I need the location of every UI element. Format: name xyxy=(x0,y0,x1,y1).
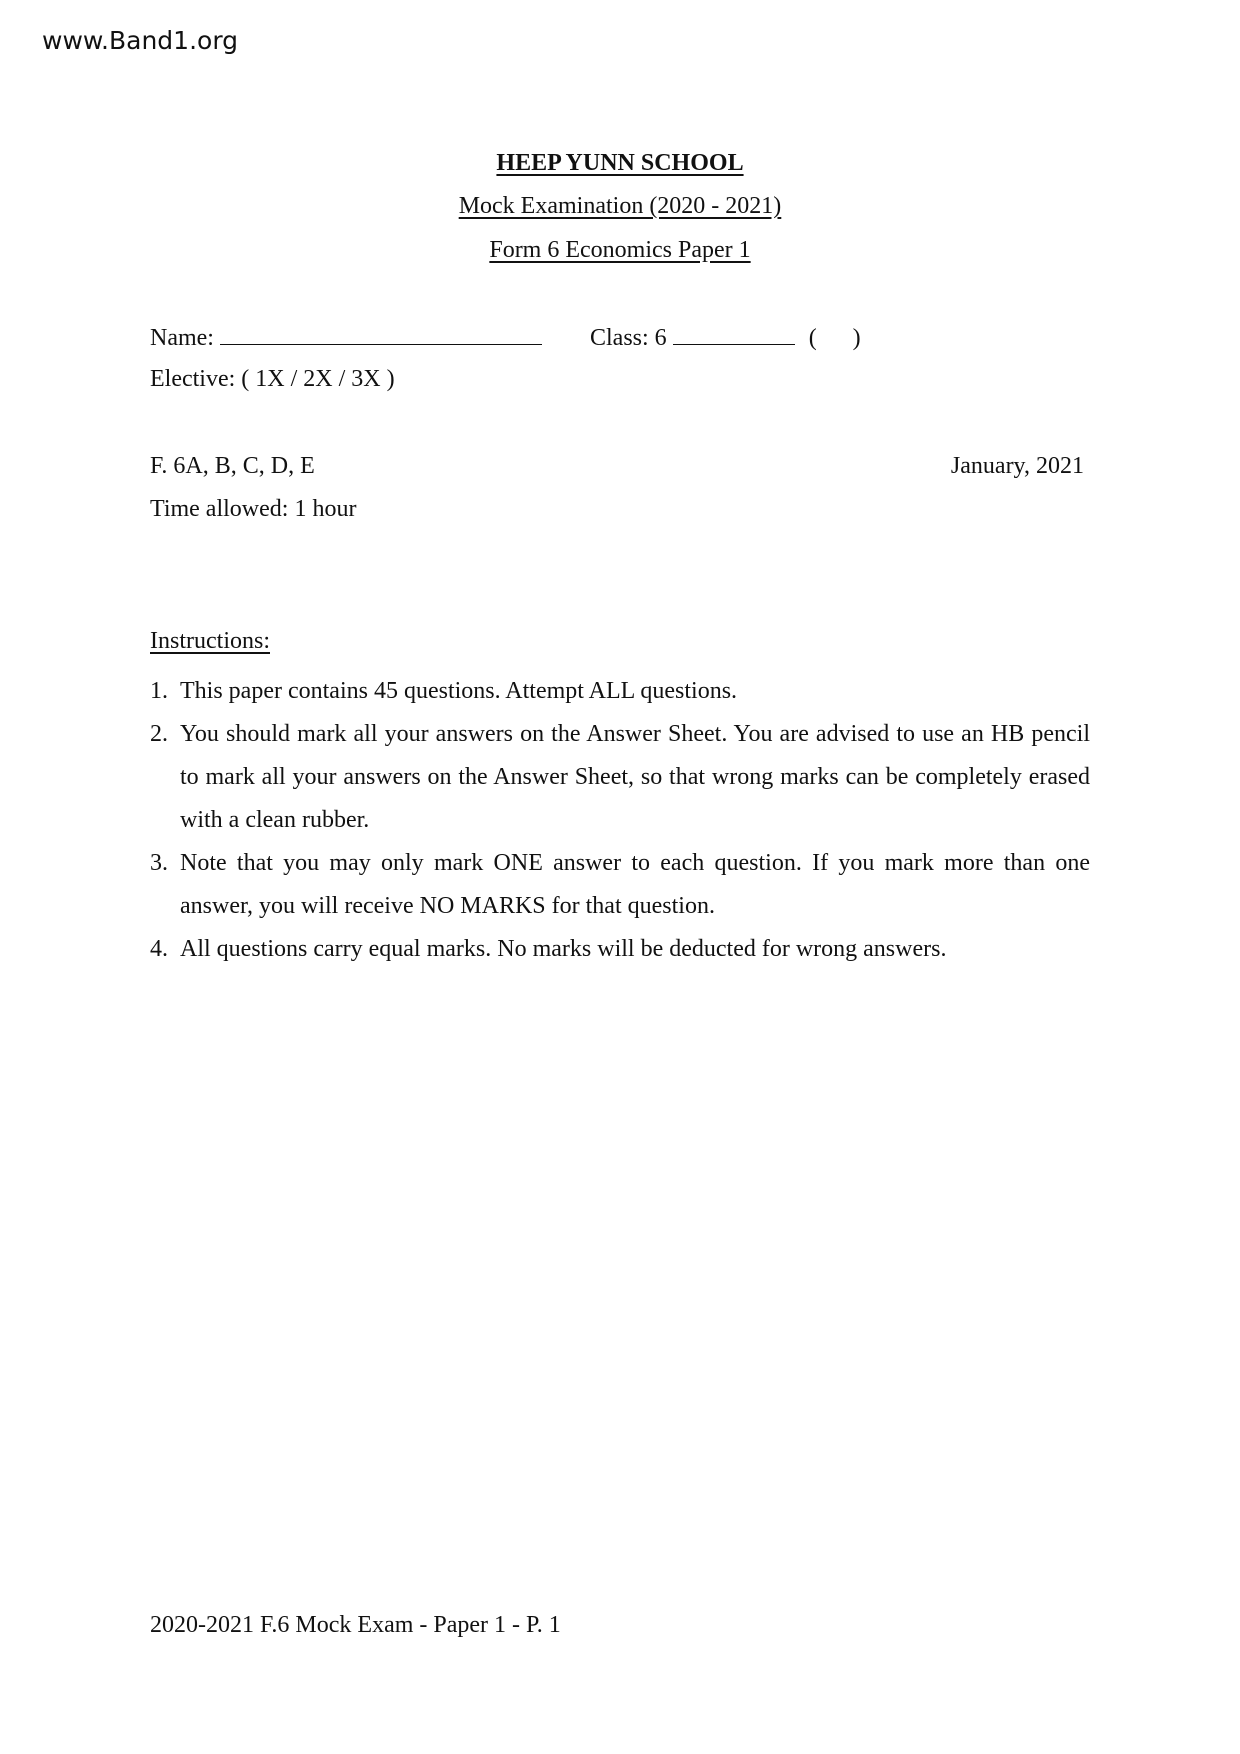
instructions-list xyxy=(150,670,1090,971)
instruction-item xyxy=(150,670,1090,713)
elective-line: Elective: ( 1X / 2X / 3X ) xyxy=(150,366,395,392)
exam-title: Mock Examination (2020 - 2021) xyxy=(458,193,782,219)
class-number-paren: ( ) xyxy=(808,325,861,351)
class-label: Class: 6 xyxy=(590,325,667,351)
watermark-url: www.Band1.org xyxy=(42,26,239,55)
instruction-number: 3. xyxy=(150,850,168,876)
date-line: January, 2021 xyxy=(950,453,1084,479)
name-row xyxy=(150,322,542,352)
time-allowed-line: Time allowed: 1 hour xyxy=(150,496,357,522)
instruction-text: You should mark all your answers on the Answer Sheet. You are advised to use an HB pencil to mark all your answers on the Answer Sheet, so that wrong marks can be completely erased with a clean rubber. xyxy=(180,721,1090,833)
instruction-number: 4. xyxy=(150,936,168,962)
instruction-text: Note that you may only mark ONE answer to each question. If you mark more than one answer, you will receive NO MARKS for that question. xyxy=(180,850,1090,919)
name-blank xyxy=(220,322,542,345)
instruction-text: This paper contains 45 questions. Attempt ALL questions. xyxy=(180,678,738,704)
instruction-item xyxy=(150,928,1090,971)
instruction-number: 1. xyxy=(150,678,168,704)
instruction-number: 2. xyxy=(150,721,168,747)
instruction-text: All questions carry equal marks. No marks will be deducted for wrong answers. xyxy=(180,936,947,962)
name-label: Name: xyxy=(150,325,214,351)
forms-line: F. 6A, B, C, D, E xyxy=(150,453,315,479)
paper-title: Form 6 Economics Paper 1 xyxy=(489,237,751,263)
class-row xyxy=(590,322,861,352)
instruction-item xyxy=(150,842,1090,928)
instructions-heading: Instructions: xyxy=(150,628,270,654)
instruction-item xyxy=(150,713,1090,842)
page-footer: 2020-2021 F.6 Mock Exam - Paper 1 - P. 1 xyxy=(150,1612,561,1638)
class-blank xyxy=(673,322,795,345)
school-title: HEEP YUNN SCHOOL xyxy=(496,150,744,176)
